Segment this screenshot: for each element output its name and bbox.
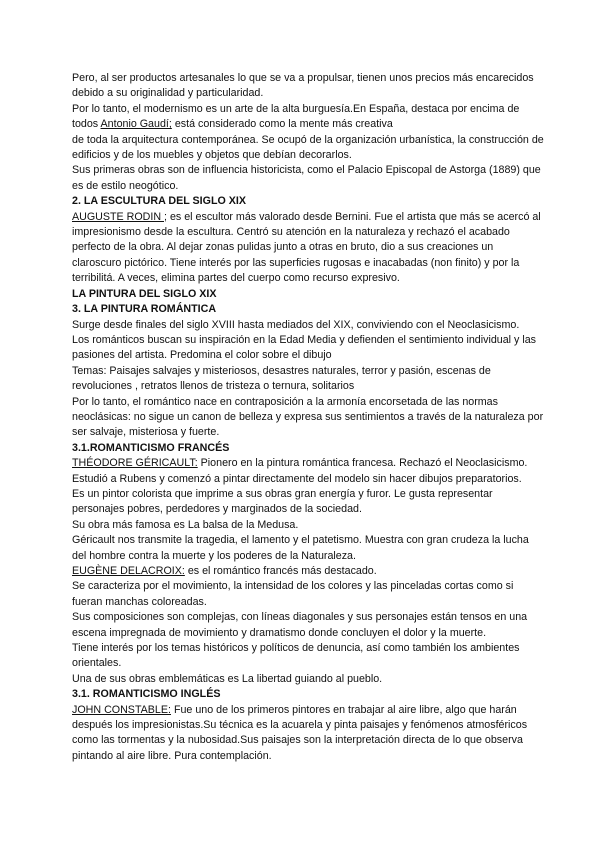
paragraph-composiciones: Sus composiciones son complejas, con líneas diagonales y sus personajes están tensos en una escena impregnada de movimiento y dramatismo donde concluyen el dolor y la muerte.: [72, 611, 528, 639]
paragraph-artesanales: Pero, al ser productos artesanales lo que se va a propulsar, tienen unos precios más encarecidos debido a su originalidad y particularidad.: [72, 72, 534, 100]
delacroix-text: es el romántico francés más destacado.: [184, 565, 377, 577]
paragraph-movimiento: Se caracteriza por el movimiento, la intensidad de los colores y las pinceladas cortas como si fueran manchas coloreadas.: [72, 580, 514, 608]
heading-romanticismo-frances: 3.1.ROMANTICISMO FRANCÉS: [72, 441, 230, 454]
rodin-name: AUGUSTE RODIN ;: [72, 210, 168, 223]
constable-name: JOHN CONSTABLE:: [72, 703, 171, 716]
paragraph-arquitectura: de toda la arquitectura contemporánea. Se ocupó de la organización urbanística, la construcción de edificios y de los muebles y objetos que debían decorarlos.: [72, 133, 544, 162]
heading-escultura: 2. LA ESCULTURA DEL SIGLO XIX: [72, 195, 246, 208]
paragraph-temas-historicos: Tiene interés por los temas históricos y políticos de denuncia, así como también los ambientes orientales.: [72, 642, 520, 670]
paragraph-inspiracion: Los románticos buscan su inspiración en la Edad Media y defienden el sentimiento individual y las pasiones del artista. Predomina el color sobre el dibujo: [72, 333, 536, 362]
delacroix-name: EUGÈNE DELACROIX:: [72, 565, 185, 577]
paragraph-libertad: Una de sus obras emblemáticas es La libertad guiando al pueblo.: [72, 672, 383, 685]
paragraph-contraposicion: Por lo tanto, el romántico nace en contraposición a la armonía encorsetada de las normas neoclásicas: no sigue un canon de belleza y expresa sus sentimientos a través de la naturaleza por ser salvaje, misteriosa y fuerte.: [72, 395, 544, 439]
gericault-text: Pionero en la pintura romántica francesa. Rechazó el Neoclasicismo. Estudió a Rubens y comenzó a pintar directamente del modelo sin hacer dibujos preparatorios.: [72, 457, 528, 485]
paragraph-temas: Temas: Paisajes salvajes y misteriosos, desastres naturales, terror y pasión, escenas de revoluciones , retratos llenos de tristeza o ternura, solitarios: [72, 364, 491, 393]
gaudi-name: Antonio Gaudí;: [100, 118, 172, 131]
heading-pintura-romantica: 3. LA PINTURA ROMÁNTICA: [72, 303, 217, 316]
gericault-name: THÉODORE GÉRICAULT:: [72, 457, 198, 470]
paragraph-modernismo-end: está considerado como la mente más creativa: [171, 118, 393, 131]
paragraph-constable: [72, 703, 544, 765]
document-page: [72, 71, 544, 764]
paragraph-modernismo: [72, 102, 544, 133]
paragraph-rodin: [72, 210, 544, 287]
paragraph-delacroix: [72, 564, 544, 579]
heading-pintura-siglo-xix: LA PINTURA DEL SIGLO XIX: [72, 287, 217, 300]
rodin-text: es el escultor más valorado desde Bernini. Fue el artista que más se acercó al impresionismo desde la escultura. Centró su atención en la naturaleza y rechazó el acabado perfecto de la obra. Al dejar zonas pulidas junto a otras en bruto, dio a sus creaciones un claroscuro pictórico. Tiene interés por las superficies rugosas e inacabadas (non finito) y por la terribilitá. A veces, elimina partes del cuerpo como recurso expresivo.: [72, 210, 541, 285]
constable-text: Fue uno de los primeros pintores en trabajar al aire libre, algo que harán después los impresionistas.Su técnica es la acuarela y pinta paisajes y fenómenos atmosféricos como las tormentas y la nubosidad.Sus paisajes son la interpretación directa de lo que observa pintando al aire libre. Pura contemplación.: [72, 703, 528, 762]
paragraph-obra-famosa: Su obra más famosa es La balsa de la Medusa.: [72, 518, 299, 531]
paragraph-tragedia: Géricault nos transmite la tragedia, el lamento y el patetismo. Muestra con gran crudeza la lucha del hombre contra la muerte y los poderes de la Naturaleza.: [72, 534, 529, 562]
paragraph-primeras-obras: Sus primeras obras son de influencia historicista, como el Palacio Episcopal de Astorga (1889) que es de estilo neogótico.: [72, 164, 541, 192]
paragraph-modernismo-text: Por lo tanto, el modernismo es un arte de la alta burguesía.En España, destaca por encima de todos: [72, 102, 520, 131]
paragraph-surge: Surge desde finales del siglo XVIII hasta mediados del XIX, conviviendo con el Neoclasicismo.: [72, 318, 520, 331]
heading-romanticismo-ingles: 3.1. ROMANTICISMO INGLÉS: [72, 688, 221, 701]
paragraph-colorista: Es un pintor colorista que imprime a sus obras gran energía y furor. Le gusta representar personajes pobres, perdedores y marginados de la sociedad.: [72, 487, 493, 516]
paragraph-gericault: [72, 456, 544, 487]
